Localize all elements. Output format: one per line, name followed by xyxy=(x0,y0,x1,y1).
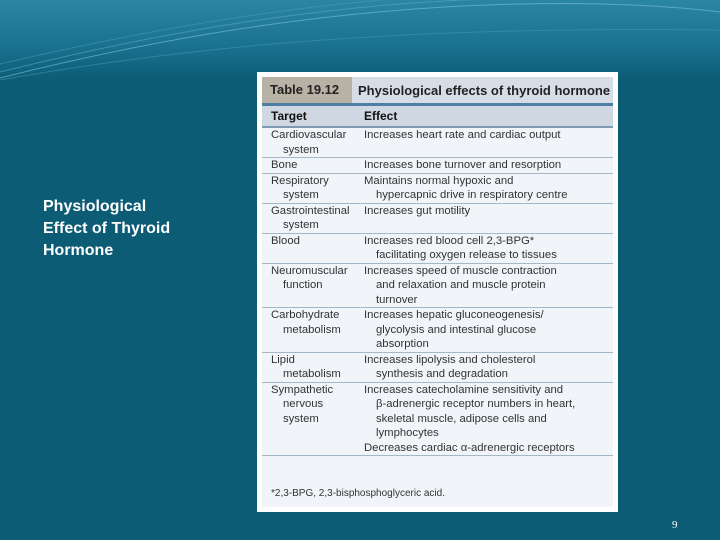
effect-cell xyxy=(360,308,613,352)
table-row xyxy=(262,308,613,353)
table-body xyxy=(262,128,613,456)
target-text: Carbohydrate xyxy=(271,309,340,321)
target-cell xyxy=(262,353,360,382)
table-row xyxy=(262,353,613,383)
target-cell xyxy=(262,308,360,352)
effect-cell xyxy=(360,128,613,157)
effect-cell xyxy=(360,383,613,456)
target-cell xyxy=(262,234,360,263)
target-text: Gastrointestinal xyxy=(271,204,350,217)
table-row xyxy=(262,204,613,234)
effect-cell xyxy=(360,234,613,263)
table-row xyxy=(262,158,613,174)
effect-text: skeletal muscle, adipose cells and xyxy=(376,412,547,425)
header-wave-decoration xyxy=(0,0,720,80)
effect-text: Maintains normal hypoxic and xyxy=(364,174,514,187)
table-caption xyxy=(262,77,613,106)
table-row xyxy=(262,234,613,264)
effect-cell xyxy=(360,264,613,308)
slide-title-line: Hormone xyxy=(43,242,114,259)
target-text: metabolism xyxy=(283,368,341,380)
effect-text: and relaxation and muscle protein xyxy=(376,279,546,291)
page-number: 9 xyxy=(672,519,678,531)
target-cell xyxy=(262,158,360,173)
target-text: nervous xyxy=(283,398,324,410)
effect-text: β-adrenergic receptor numbers in heart, xyxy=(376,398,576,410)
effect-text: Increases red blood cell 2,3-BPG* xyxy=(364,234,535,247)
header-band xyxy=(0,0,720,80)
effect-text: Increases lipolysis and cholesterol xyxy=(364,353,536,366)
target-text: Lipid xyxy=(271,353,295,366)
target-text: Neuromuscular xyxy=(271,264,348,277)
target-cell xyxy=(262,174,360,203)
target-cell xyxy=(262,383,360,456)
table-image xyxy=(257,72,618,512)
effect-cell xyxy=(360,174,613,203)
slide-title-line: Effect of Thyroid xyxy=(43,220,171,237)
column-header-effect: Effect xyxy=(364,109,398,123)
table-number: Table 19.12 xyxy=(262,77,352,103)
slide-title xyxy=(43,196,233,262)
table-row xyxy=(262,383,613,457)
effect-cell xyxy=(360,204,613,233)
effect-text: Increases catecholamine sensitivity and xyxy=(364,383,564,396)
effect-text: Increases hepatic gluconeogenesis/ xyxy=(364,309,544,321)
effect-text: Increases gut motility xyxy=(364,204,471,217)
column-header-target: Target xyxy=(271,109,307,123)
effect-text: Increases heart rate and cardiac output xyxy=(364,129,561,141)
target-text: metabolism xyxy=(283,323,341,336)
target-text: system xyxy=(283,143,319,156)
target-text: system xyxy=(283,189,319,201)
target-cell xyxy=(262,264,360,308)
effect-text: synthesis and degradation xyxy=(376,368,508,380)
effect-text: turnover xyxy=(376,293,418,306)
effect-cell xyxy=(360,158,613,173)
target-text: Sympathetic xyxy=(271,383,334,396)
effect-text: Increases bone turnover and resorption xyxy=(364,159,562,171)
effect-cell xyxy=(360,353,613,382)
target-cell xyxy=(262,204,360,233)
target-cell xyxy=(262,128,360,157)
table-row xyxy=(262,264,613,309)
table-row xyxy=(262,128,613,158)
target-text: Blood xyxy=(271,234,300,247)
effect-text: absorption xyxy=(376,338,429,350)
effect-text: facilitating oxygen release to tissues xyxy=(376,249,557,261)
effect-text: Decreases cardiac α-adrenergic receptors xyxy=(364,441,575,454)
table-header-row xyxy=(262,106,613,128)
effect-text: lymphocytes xyxy=(376,427,439,439)
table-row xyxy=(262,174,613,204)
target-text: system xyxy=(283,219,319,231)
table-footnote: *2,3-BPG, 2,3-bisphosphoglyceric acid. xyxy=(271,488,445,499)
target-text: function xyxy=(283,279,323,291)
effect-text: glycolysis and intestinal glucose xyxy=(376,323,537,336)
effects-table xyxy=(262,77,613,507)
table-caption-text: Physiological effects of thyroid hormone xyxy=(358,82,611,98)
target-text: Respiratory xyxy=(271,174,329,187)
target-text: Cardiovascular xyxy=(271,129,347,141)
effect-text: hypercapnic drive in respiratory centre xyxy=(376,189,568,201)
target-text: Bone xyxy=(271,159,298,171)
target-text: system xyxy=(283,412,319,425)
effect-text: Increases speed of muscle contraction xyxy=(364,264,557,277)
slide-title-line: Physiological xyxy=(43,198,147,215)
